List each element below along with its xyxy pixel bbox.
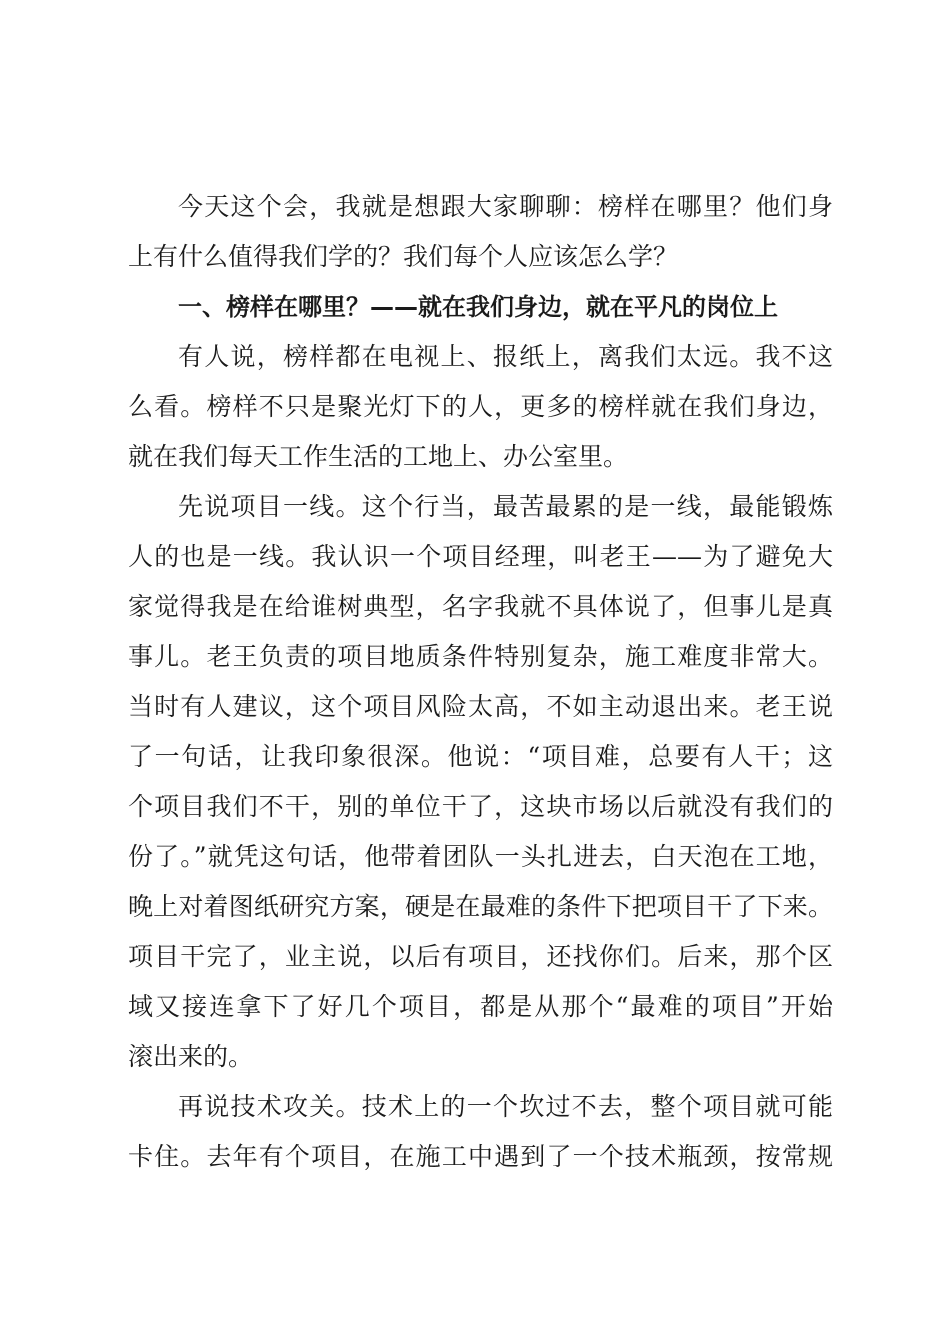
text-line: 域又接连拿下了好几个项目，都是从那个“最难的项目”开始 xyxy=(128,992,833,1021)
text-line: 晚上对着图纸研究方案，硬是在最难的条件下把项目干了下来。 xyxy=(128,892,833,921)
text-line: 了一句话，让我印象很深。他说：“项目难，总要有人干；这 xyxy=(128,742,833,771)
text-line: 事儿。老王负责的项目地质条件特别复杂，施工难度非常大。 xyxy=(128,642,833,671)
text-line: 项目干完了，业主说，以后有项目，还找你们。后来，那个区 xyxy=(128,942,833,971)
text-line: 再说技术攻关。技术上的一个坎过不去，整个项目就可能 xyxy=(178,1092,833,1121)
heading-line: 一、榜样在哪里？——就在我们身边，就在平凡的岗位上 xyxy=(178,293,778,321)
paragraph xyxy=(128,332,833,482)
text-line: 人的也是一线。我认识一个项目经理，叫老王——为了避免大 xyxy=(128,542,833,571)
section-heading xyxy=(128,282,833,332)
text-line: 有人说，榜样都在电视上、报纸上，离我们太远。我不这 xyxy=(178,342,833,371)
text-line: 上有什么值得我们学的？我们每个人应该怎么学？ xyxy=(128,242,679,271)
text-line: 滚出来的。 xyxy=(128,1042,254,1071)
document-body xyxy=(128,182,833,1182)
text-line: 当时有人建议，这个项目风险太高，不如主动退出来。老王说 xyxy=(128,692,833,721)
text-line: 卡住。去年有个项目，在施工中遇到了一个技术瓶颈，按常规 xyxy=(128,1142,833,1171)
text-line: 家觉得我是在给谁树典型，名字我就不具体说了，但事儿是真 xyxy=(128,592,833,621)
text-line: 么看。榜样不只是聚光灯下的人，更多的榜样就在我们身边， xyxy=(128,392,833,421)
paragraph xyxy=(128,1082,833,1182)
text-line: 就在我们每天工作生活的工地上、办公室里。 xyxy=(128,442,629,471)
paragraph xyxy=(128,482,833,1082)
text-line: 个项目我们不干，别的单位干了，这块市场以后就没有我们的 xyxy=(128,792,833,821)
text-line: 份了。”就凭这句话，他带着团队一头扎进去，白天泡在工地， xyxy=(128,842,833,871)
paragraph-intro xyxy=(128,182,833,282)
text-line: 今天这个会，我就是想跟大家聊聊：榜样在哪里？他们身 xyxy=(178,192,833,221)
text-line: 先说项目一线。这个行当，最苦最累的是一线，最能锻炼 xyxy=(178,492,833,521)
